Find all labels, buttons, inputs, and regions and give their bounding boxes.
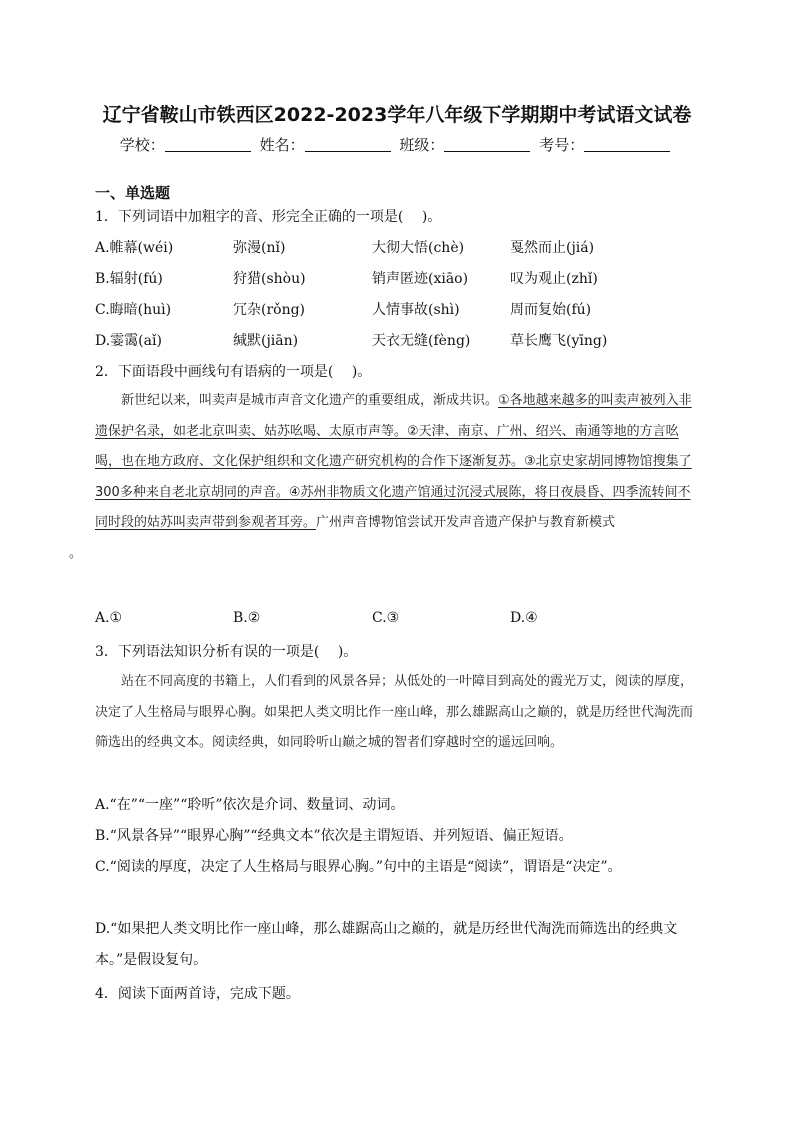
q1-option-row-d <box>95 330 715 352</box>
q1-c-3: 人情事故(shì) <box>372 302 460 318</box>
q2-sentence-1: ①各地越来越多的叫卖声被列入非遗保护名录，如老北京叫卖、姑苏吆喝、太原市声等。 <box>95 393 692 439</box>
q1-b-2: 狩猎(shòu) <box>233 271 306 287</box>
q2-option-a: A.① <box>95 610 123 626</box>
q1-d-2: 缄默(jiān) <box>233 333 299 349</box>
q1-b-3: 销声匿迹(xiāo) <box>372 271 469 287</box>
id-blank[interactable] <box>584 137 670 152</box>
q1-a-2: 弥漫(nǐ) <box>233 240 286 256</box>
q1-a-1: A.帷幕(wéi) <box>95 240 174 256</box>
q1-option-row-b <box>95 268 715 290</box>
question-1-stem: 1．下列词语中加粗字的音、形完全正确的一项是( )。 <box>95 209 442 225</box>
section-title: 一、单选题 <box>95 184 171 202</box>
q2-sentence-2: ②天津、南京、广州、绍兴、南通等地的方言吆喝，也在地方政府、文化保护组织和文化遗产研究机构的合作下逐渐复苏。 <box>95 423 679 470</box>
question-3-stem: 3．下列语法知识分析有误的一项是( )。 <box>95 644 358 660</box>
student-info-line <box>0 134 794 155</box>
q1-d-4: 草长鹰飞(yīng) <box>510 333 608 349</box>
q1-a-3: 大彻大悟(chè) <box>372 240 465 256</box>
class-label: 班级： <box>399 136 445 154</box>
q3-option-a: A.“在”“一座”“聆听”依次是介词、数量词、动词。 <box>95 797 405 813</box>
q2-passage <box>69 386 695 570</box>
q2-end: 广州声音博物馆尝试开发声音遗产保护与教育新模式 <box>316 515 616 531</box>
q2-sentence-4: ④苏州非物质文化遗产馆通过沉浸式展陈，将日夜晨昏、四季流转间不同时段的姑苏叫卖声带到参观者耳旁。 <box>95 484 691 531</box>
class-blank[interactable] <box>444 137 530 152</box>
q1-c-4: 周而复始(fú) <box>510 302 592 318</box>
q1-c-2: 冗杂(rǒng) <box>233 302 306 318</box>
q3-passage: 站在不同高度的书籍上，人们看到的风景各异；从低处的一叶障目到高处的霞光万丈，阅读的厚度，决定了人生格局与眼界心胸。如果把人类文明比作一座山峰，那么雄踞高山之巅的，就是历经世代淘洗而筛选出的经典文本。阅读经典，如同聆听山巅之城的智者们穿越时空的遥远回响。 <box>95 674 694 751</box>
school-label: 学校： <box>119 136 165 154</box>
name-label: 姓名： <box>259 136 305 154</box>
school-blank[interactable] <box>165 137 251 152</box>
q1-b-4: 叹为观止(zhǐ) <box>510 271 598 287</box>
q3-option-d: D.“如果把人类文明比作一座山峰，那么雄踞高山之巅的，就是历经世代淘洗而筛选出的经典文本。”是假设复句。 <box>95 921 678 968</box>
question-4-stem: 4．阅读下面两首诗，完成下题。 <box>95 986 300 1002</box>
q3-option-c: C.“阅读的厚度，决定了人生格局与眼界心胸。”句中的主语是“阅读”，谓语是“决定”。 <box>95 859 622 875</box>
q2-sentence-3: ③北京史家胡同博物馆搜集了300多种来自老北京胡同的声音。 <box>95 454 692 500</box>
q1-option-row-c <box>95 299 715 321</box>
q2-option-d: D.④ <box>510 610 538 626</box>
q1-option-row-a <box>95 237 715 259</box>
q1-d-3: 天衣无缝(fèng) <box>372 333 471 349</box>
q1-d-1: D.霎霭(aǐ) <box>95 333 162 349</box>
q1-b-1: B.辐射(fú) <box>95 271 163 287</box>
q3-option-b: B.“风景各异”“眼界心胸”“经典文本”依次是主谓短语、并列短语、偏正短语。 <box>95 828 573 844</box>
q2-tail: 。 <box>69 545 83 561</box>
id-label: 考号： <box>539 136 585 154</box>
exam-title: 辽宁省鞍山市铁西区2022-2023学年八年级下学期期中考试语文试卷 <box>102 104 692 126</box>
q2-options <box>95 610 695 632</box>
q1-a-4: 戛然而止(jiá) <box>510 240 595 256</box>
name-blank[interactable] <box>305 137 391 152</box>
q2-intro: 新世纪以来，叫卖声是城市声音文化遗产的重要组成，渐成共识。 <box>121 393 499 408</box>
question-2-stem: 2．下面语段中画线句有语病的一项是( )。 <box>95 364 372 380</box>
q1-c-1: C.晦暗(huì) <box>95 302 172 318</box>
q2-option-b: B.② <box>233 610 261 626</box>
q2-option-c: C.③ <box>372 610 400 626</box>
